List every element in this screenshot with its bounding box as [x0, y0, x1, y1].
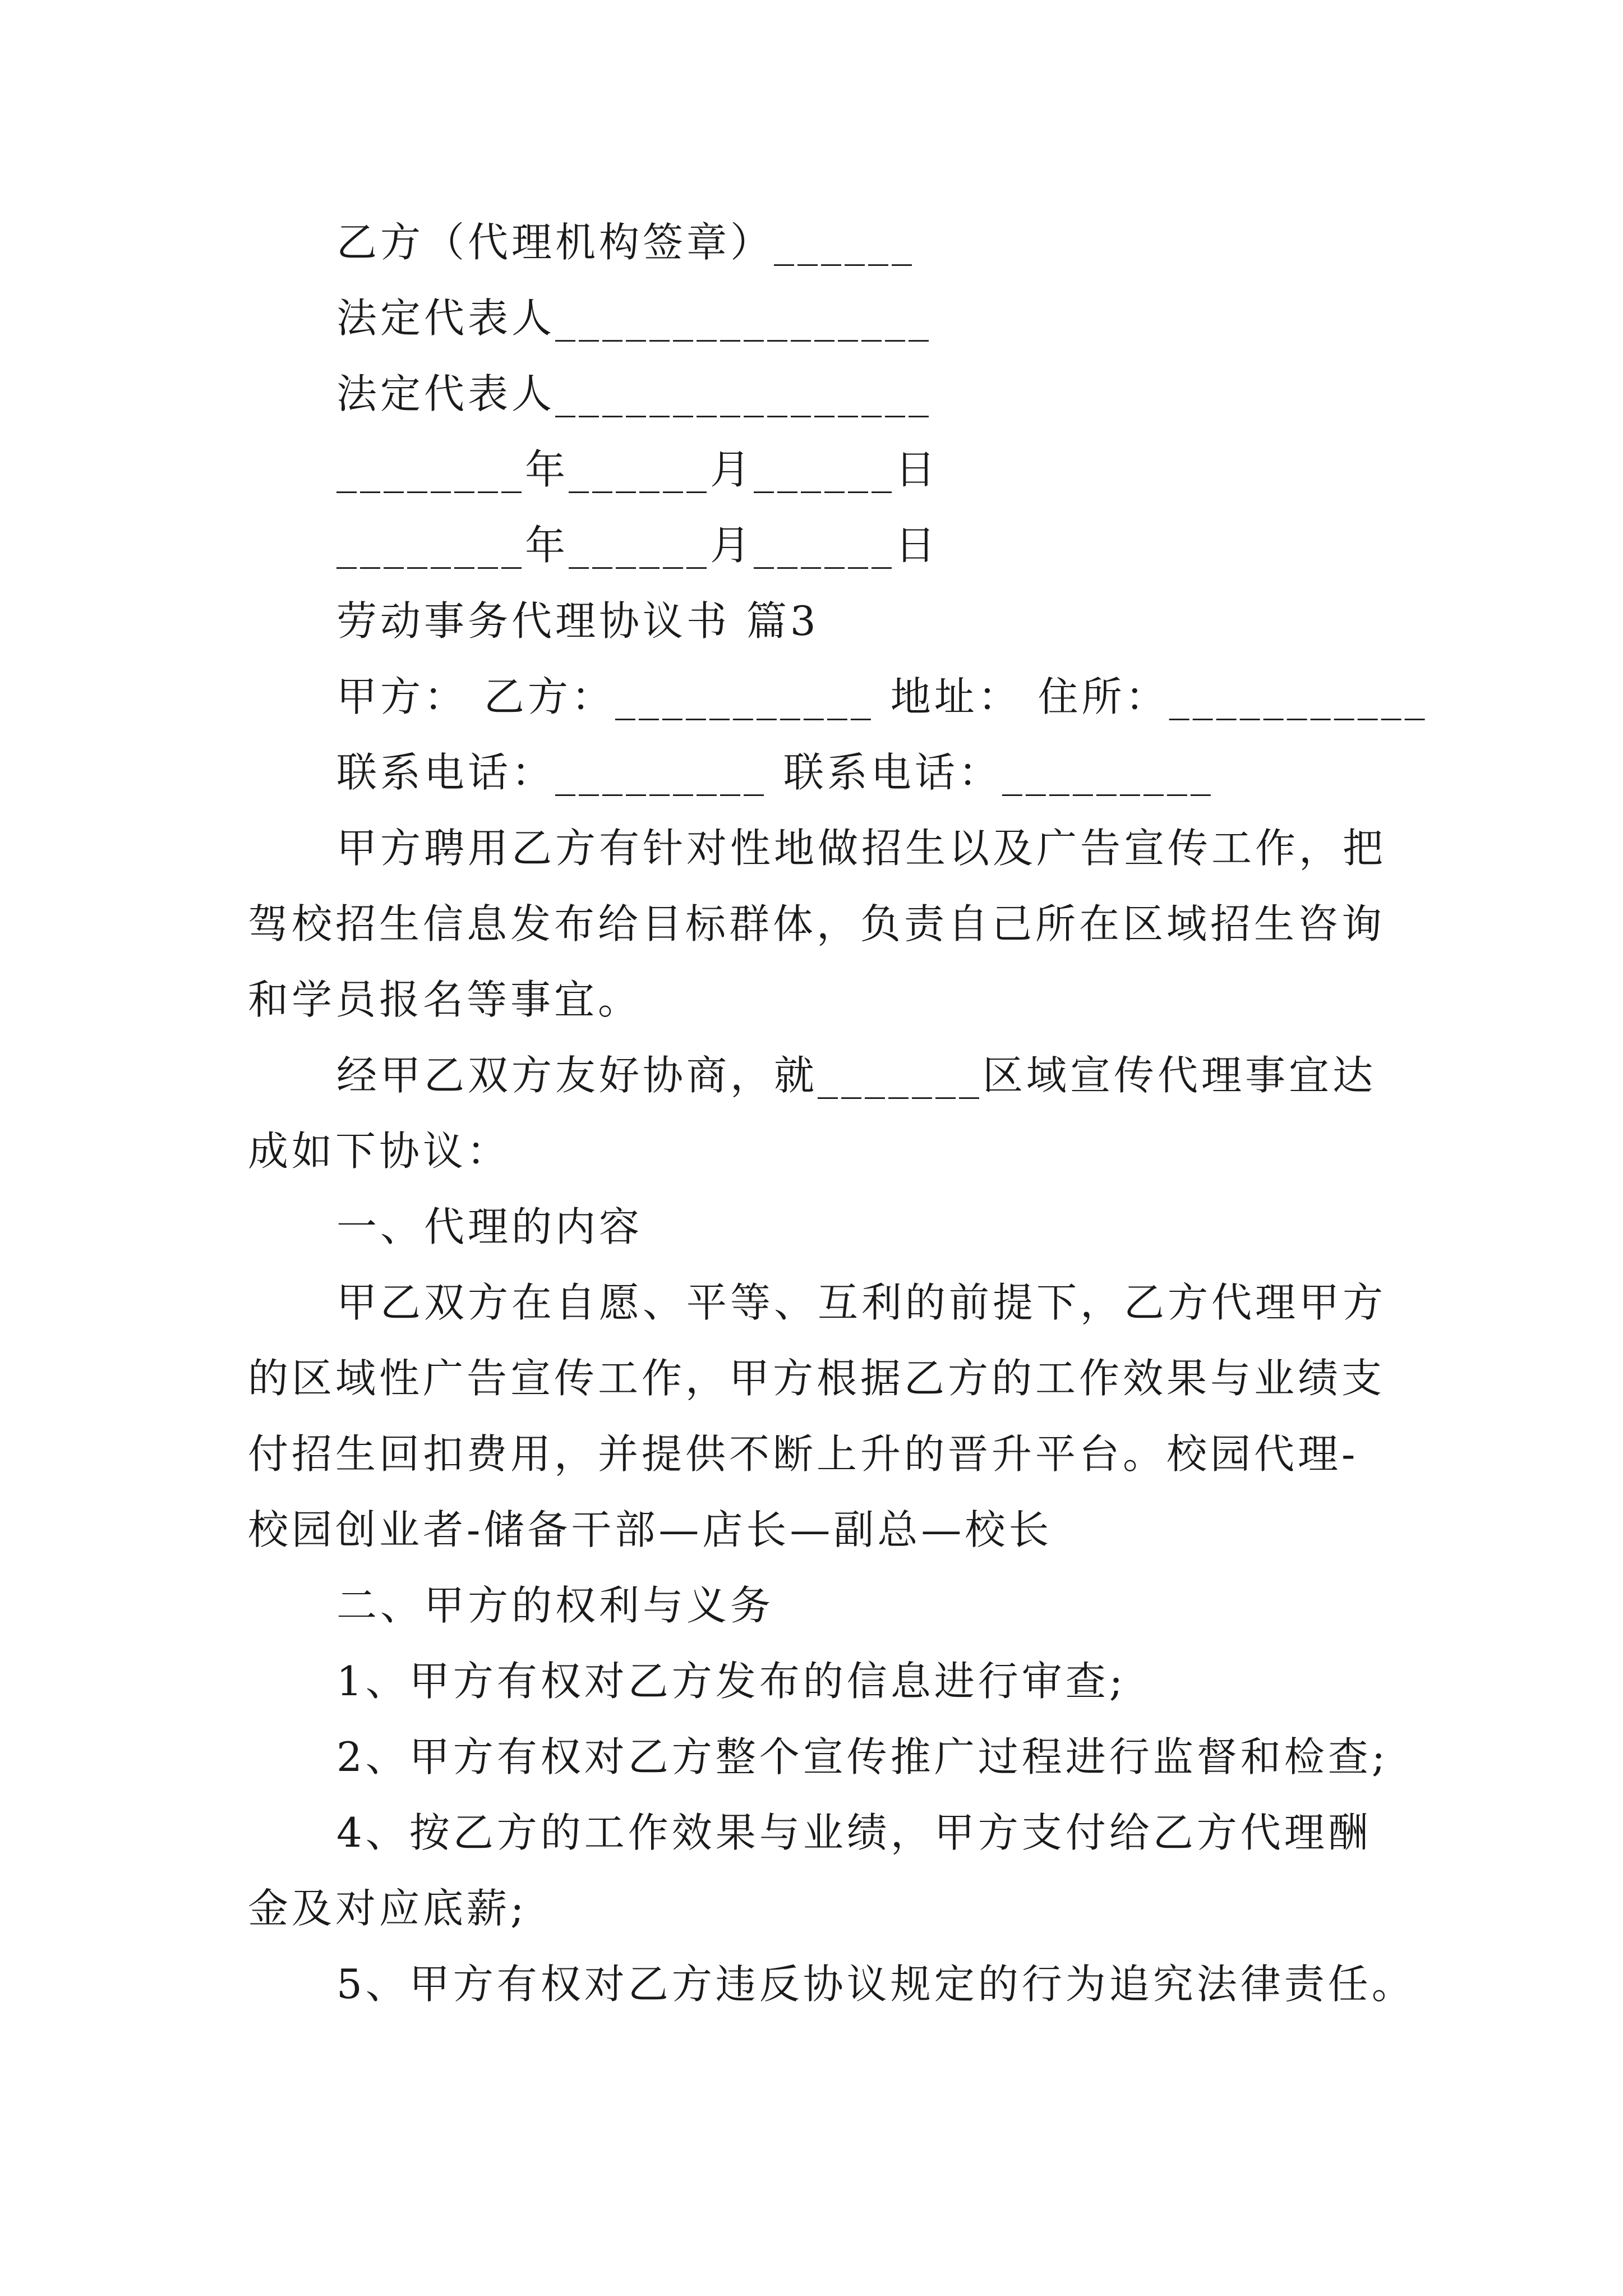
intro-paragraph-line: 和学员报名等事宜。 — [248, 976, 642, 1023]
section1-paragraph-line: 的区域性广告宣传工作，甲方根据乙方的工作效果与业绩支 — [248, 1355, 1386, 1402]
phone-line: 联系电话：_________ 联系电话：_________ — [336, 749, 1214, 796]
section1-paragraph-line: 甲乙双方在自愿、平等、互利的前提下，乙方代理甲方 — [336, 1279, 1387, 1326]
section1-heading: 一、代理的内容 — [336, 1203, 643, 1250]
intro-paragraph-line: 甲方聘用乙方有针对性地做招生以及广告宣传工作，把 — [336, 825, 1387, 872]
date-line-1: ________年______月______日 — [336, 446, 939, 493]
legal-rep-line-2: 法定代表人________________ — [336, 370, 933, 417]
section2-item-4-continued: 金及对应底薪; — [248, 1885, 528, 1932]
section2-item-2: 2、甲方有权对乙方整个宣传推广过程进行监督和检查; — [336, 1733, 1389, 1780]
section2-heading: 二、甲方的权利与义务 — [336, 1582, 774, 1629]
parties-line: 甲方： 乙方：___________ 地址： 住所：___________ — [336, 673, 1428, 720]
section2-item-5: 5、甲方有权对乙方违反协议规定的行为追究法律责任。 — [336, 1961, 1415, 2008]
section1-paragraph-line: 付招生回扣费用，并提供不断上升的晋升平台。校园代理- — [248, 1430, 1359, 1478]
section-title: 劳动事务代理协议书 篇3 — [336, 597, 819, 645]
intro-paragraph-line: 驾校招生信息发布给目标群体，负责自己所在区域招生咨询 — [248, 900, 1386, 947]
legal-rep-line-1: 法定代表人________________ — [336, 295, 933, 342]
section2-item-4: 4、按乙方的工作效果与业绩，甲方支付给乙方代理酬 — [336, 1809, 1372, 1856]
section2-item-1: 1、甲方有权对乙方发布的信息进行审查; — [336, 1658, 1127, 1705]
section1-paragraph-line: 校园创业者-储备干部—店长—副总—校长 — [248, 1506, 1053, 1553]
agreement-paragraph-line: 经甲乙双方友好协商，就_______区域宣传代理事宜达 — [336, 1052, 1377, 1099]
agreement-paragraph-line: 成如下协议： — [248, 1128, 511, 1175]
date-line-2: ________年______月______日 — [336, 522, 939, 569]
party-b-seal-line: 乙方（代理机构签章）______ — [336, 219, 916, 266]
